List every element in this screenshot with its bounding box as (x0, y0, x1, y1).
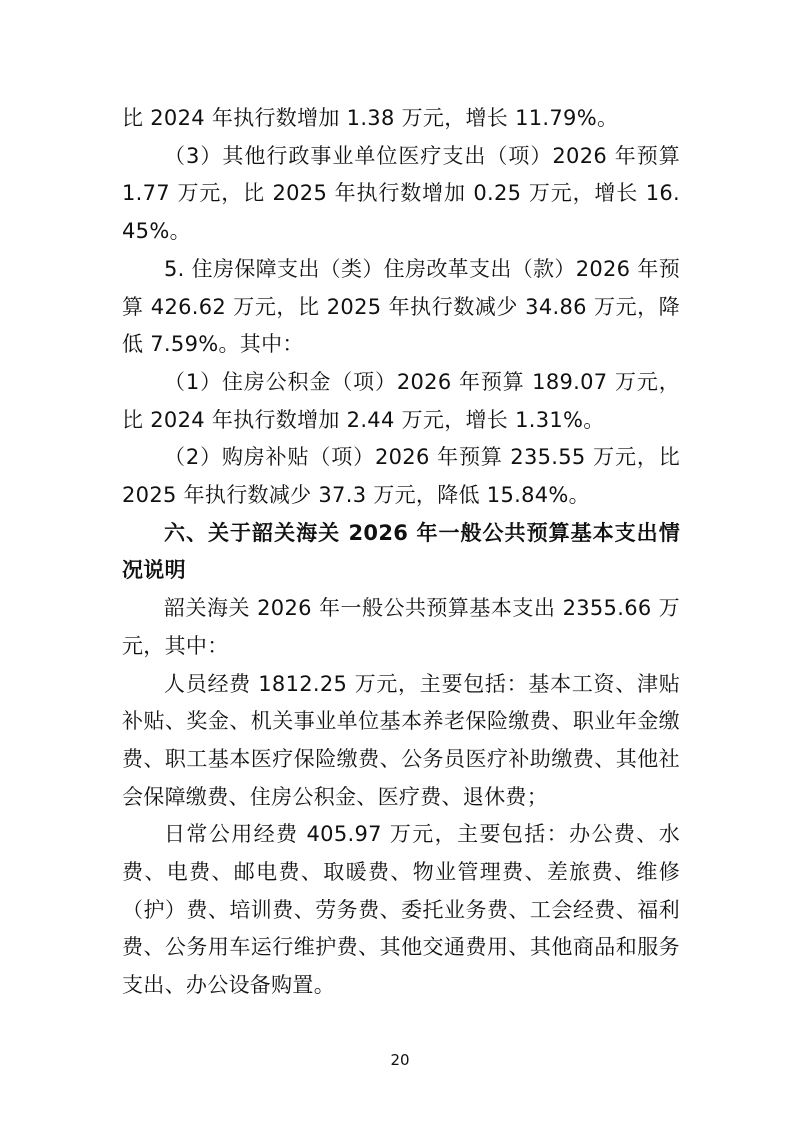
paragraph-personnel-expenses: 人员经费 1812.25 万元，主要包括：基本工资、津贴补贴、奖金、机关事业单位基本养老保险缴费、职业年金缴费、职工基本医疗保险缴费、公务员医疗补助缴费、其他社会保障缴费、住房公积金、医疗费、退休费； (122, 671, 680, 809)
paragraph-housing-provident-fund: （1）住房公积金（项）2026 年预算 189.07 万元，比 2024 年执行数增加 2.44 万元，增长 1.31%。 (122, 369, 680, 432)
page-number: 20 (390, 1051, 410, 1069)
paragraph-housing-security: 5. 住房保障支出（类）住房改革支出（款）2026 年预算 426.62 万元，比 2025 年执行数减少 34.86 万元，降低 7.59%。其中： (122, 256, 680, 357)
paragraph-public-expenses: 日常公用经费 405.97 万元，主要包括：办公费、水费、电费、邮电费、取暖费、物业管理费、差旅费、维修（护）费、培训费、劳务费、委托业务费、工会经费、福利费、公务用车运行维护费、其他交通费用、其他商品和服务支出、办公设备购置。 (122, 822, 680, 998)
paragraph-continuation: 比 2024 年执行数增加 1.38 万元，增长 11.79%。 (122, 106, 619, 130)
paragraph-housing-subsidy: （2）购房补贴（项）2026 年预算 235.55 万元，比 2025 年执行数减少 37.3 万元，降低 15.84%。 (122, 445, 680, 508)
paragraph-other-medical-expenditure: （3）其他行政事业单位医疗支出（项）2026 年预算 1.77 万元，比 2025 年执行数增加 0.25 万元，增长 16.45%。 (122, 143, 680, 244)
paragraph-basic-expenditure-total: 韶关海关 2026 年一般公共预算基本支出 2355.66 万元，其中： (122, 596, 680, 658)
section-heading-basic-expenditure: 六、关于韶关海关 2026 年一般公共预算基本支出情况说明 (122, 520, 680, 583)
document-body (122, 100, 680, 1005)
